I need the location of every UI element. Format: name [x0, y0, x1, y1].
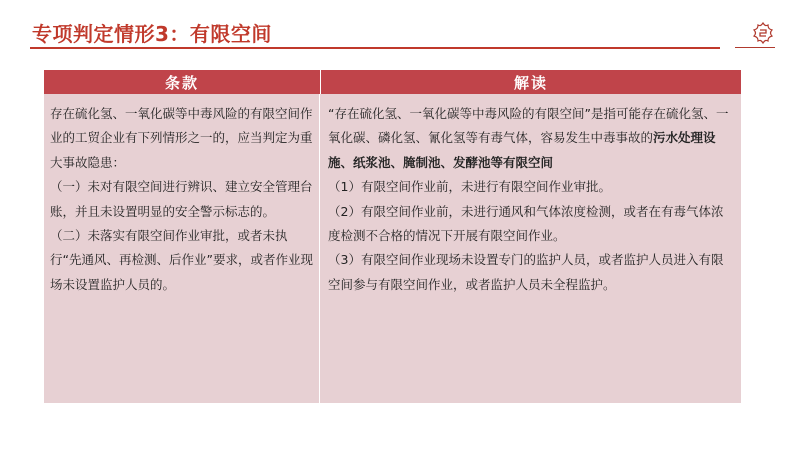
table-header	[44, 70, 741, 94]
column-header-interpretation: 解读	[513, 73, 548, 92]
company-logo-icon	[752, 22, 774, 44]
clause-item-2: （二）未落实有限空间作业审批，或者未执行“先通风、再检测、后作业”要求，或者作业现场未设置监护人员的。	[50, 228, 313, 292]
clause-cell	[44, 94, 320, 403]
title-underline	[30, 47, 720, 49]
clause-item-1: （一）未对有限空间进行辨识、建立安全管理台账，并且未设置明显的安全警示标志的。	[50, 179, 313, 219]
interpretation-intro-bold: 污水处理设施、纸浆池、腌制池、发酵池等有限空间	[328, 130, 716, 170]
logo-underline	[735, 47, 775, 48]
interpretation-intro	[328, 102, 735, 175]
interpretation-cell	[320, 94, 741, 403]
interpretation-item-1: （1）有限空间作业前，未进行有限空间作业审批。	[328, 179, 611, 195]
table-body	[44, 94, 741, 403]
content-table	[44, 70, 741, 403]
clause-intro: 存在硫化氢、一氧化碳等中毒风险的有限空间作业的工贸企业有下列情形之一的，应当判定为重大事故隐患：	[50, 106, 313, 170]
interpretation-item-3: （3）有限空间作业现场未设置专门的监护人员，或者监护人员进入有限空间参与有限空间作业，或者监护人员未全程监护。	[328, 252, 724, 292]
column-header-clause: 条款	[44, 70, 321, 94]
interpretation-item-2: （2）有限空间作业前，未进行通风和气体浓度检测，或者在有毒气体浓度检测不合格的情况下开展有限空间作业。	[328, 203, 724, 244]
page-title: 专项判定情形3：有限空间	[32, 22, 272, 46]
interpretation-intro-text: “存在硫化氢、一氧化碳等中毒风险的有限空间”是指可能存在硫化氢、一氧化碳、磷化氢、氰化氢等有毒气体，容易发生中毒事故的	[328, 106, 729, 146]
